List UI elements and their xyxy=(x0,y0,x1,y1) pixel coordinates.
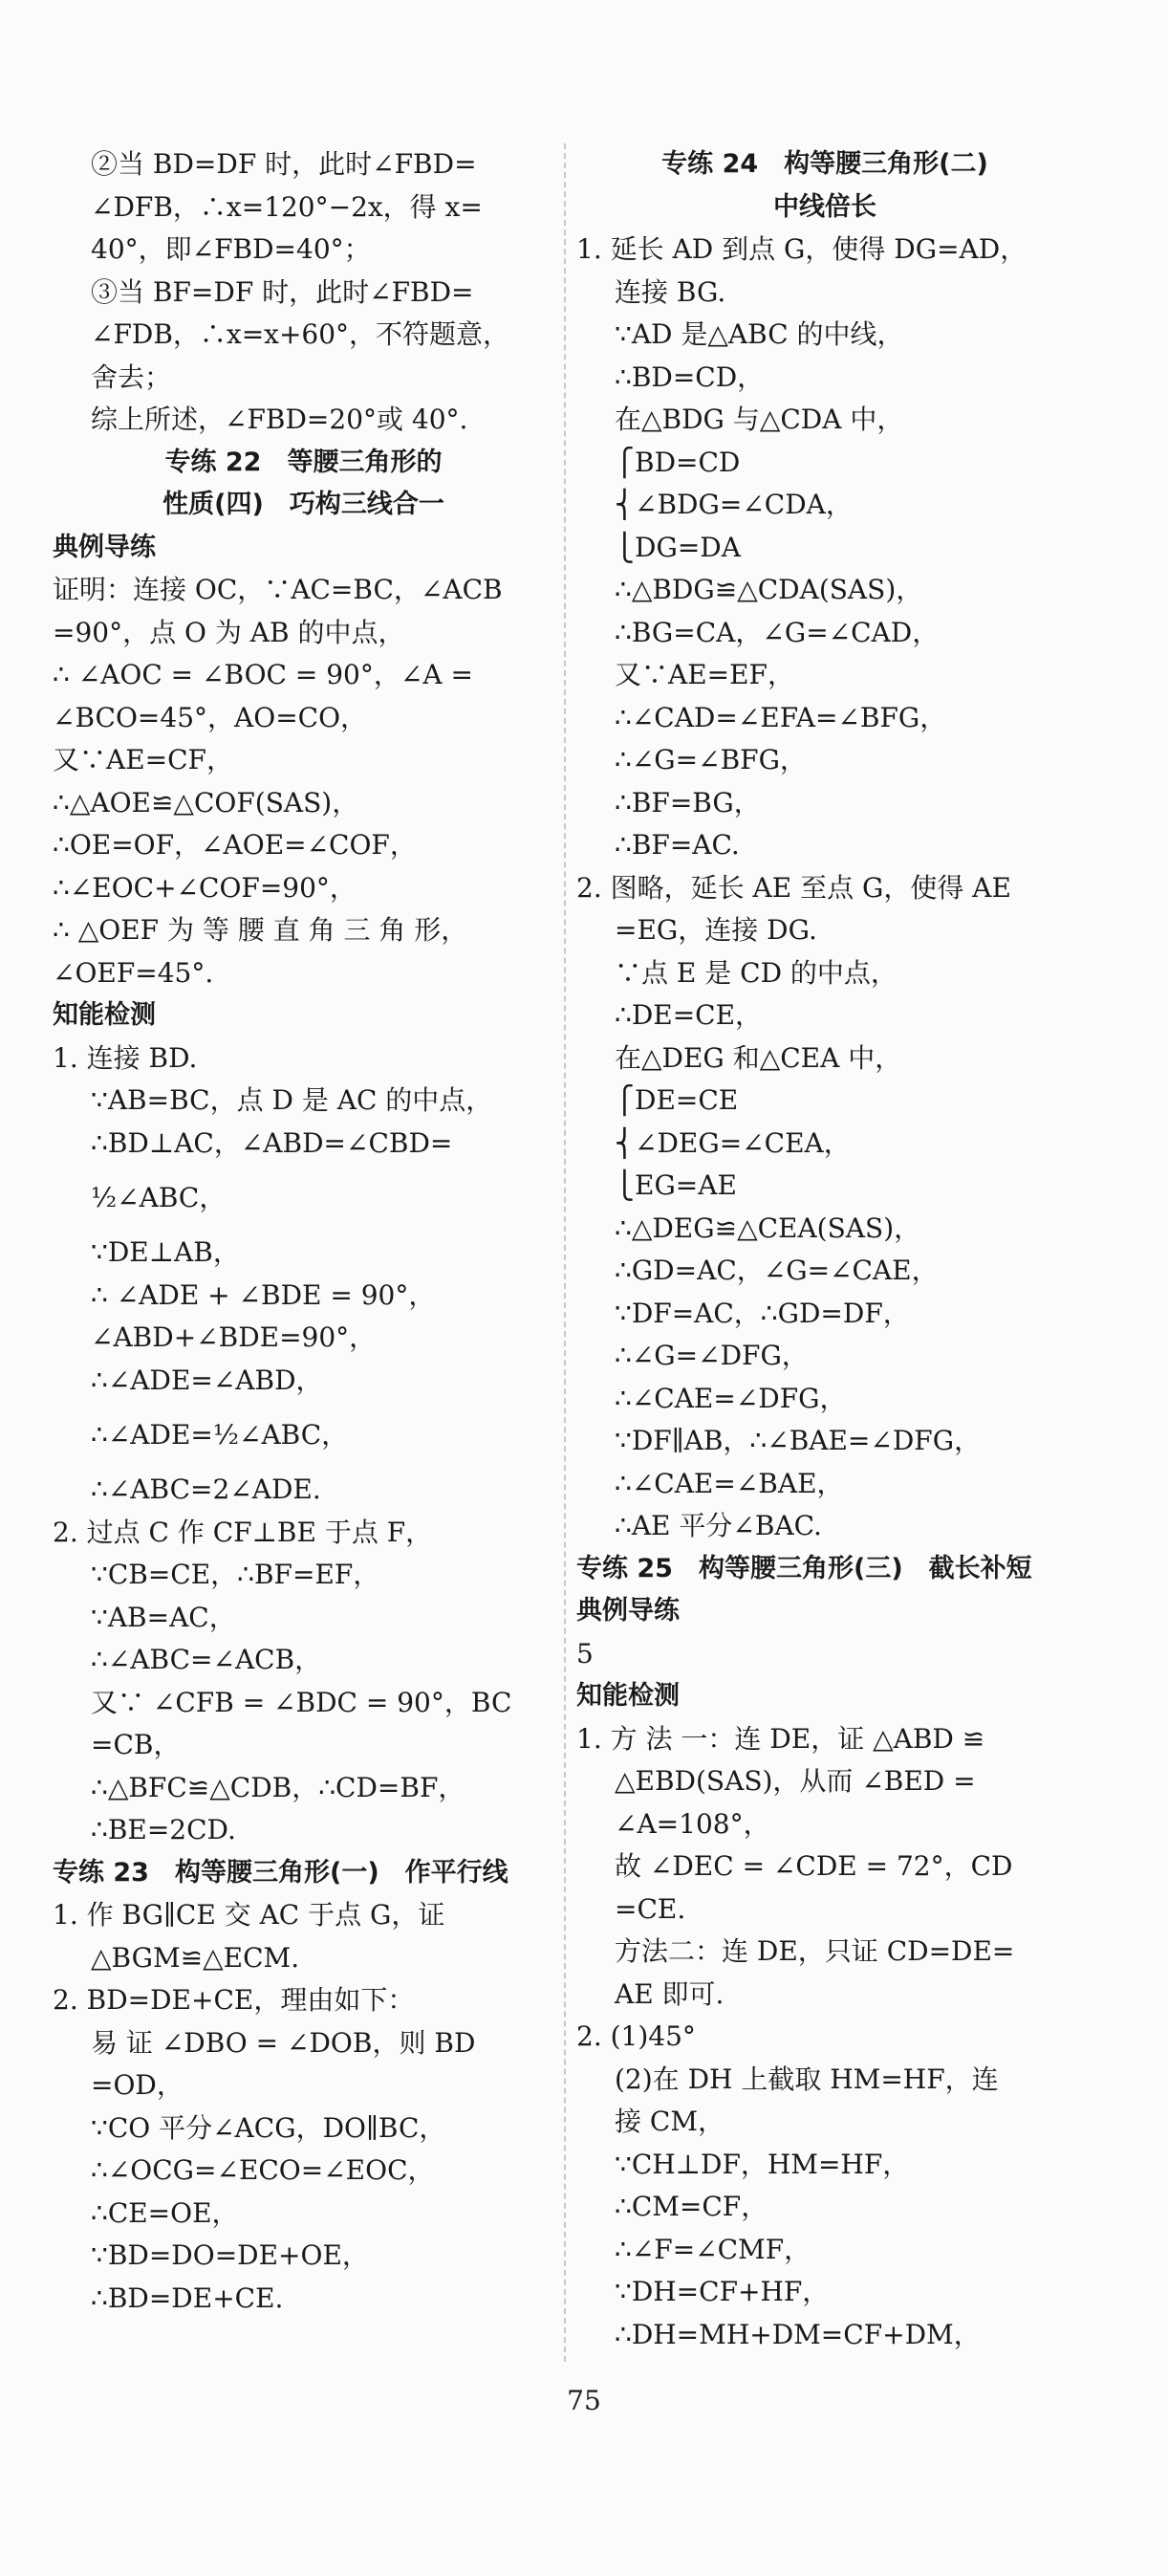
left-line: ∵BD=DO=DE+OE， xyxy=(91,2239,369,2271)
right-line: ∴BG=CA，∠G=∠CAD， xyxy=(615,616,940,648)
right-line: ∴BD=CD， xyxy=(615,360,765,393)
left-line: ②当 BD=DF 时，此时∠FBD= xyxy=(91,148,477,180)
right-line: ∴DE=CE， xyxy=(615,999,763,1031)
right-line: ∵AD 是△ABC 的中线， xyxy=(615,318,904,350)
left-line: ∵DE⊥AB， xyxy=(91,1236,240,1268)
left-line: 知能检测 xyxy=(53,1000,156,1030)
right-line: 典例导练 xyxy=(576,1596,680,1626)
right-line: ∵DH=CF+HF， xyxy=(615,2276,830,2307)
right-line: =EG，连接 DG. xyxy=(615,914,817,946)
right-line: ⎨∠BDG=∠CDA， xyxy=(615,489,853,520)
left-line: ∴△AOE≌△COF(SAS)， xyxy=(53,786,359,819)
left-line: =CB， xyxy=(91,1729,181,1760)
left-column xyxy=(53,143,554,2320)
right-line: ∴AE 平分∠BAC. xyxy=(615,1510,822,1541)
page-number: 75 xyxy=(567,2385,601,2416)
right-line: 2. 图略，延长 AE 至点 G，使得 AE xyxy=(576,871,1011,904)
right-line: ∴CM=CF， xyxy=(615,2191,768,2222)
left-line: ∵AB=BC，点 D 是 AC 的中点， xyxy=(91,1084,493,1116)
right-line: ⎩DG=DA xyxy=(615,531,741,563)
left-line: △BGM≌△ECM. xyxy=(91,1941,300,1974)
right-line: ∴∠G=∠DFG， xyxy=(615,1340,809,1371)
right-line: ⎨∠DEG=∠CEA， xyxy=(615,1126,851,1159)
right-line: 专练 25 构等腰三角形(三) 截长补短 xyxy=(576,1553,1032,1583)
left-line: ∵CB=CE，∴BF=EF， xyxy=(91,1559,380,1590)
left-line: ∴∠EOC+∠COF=90°， xyxy=(53,871,357,904)
right-line: ∴∠CAE=∠DFG， xyxy=(615,1382,847,1414)
left-line: 性质(四) 巧构三线合一 xyxy=(162,490,444,519)
right-line: ⎧DE=CE xyxy=(615,1084,739,1116)
left-line: 1. 连接 BD. xyxy=(53,1041,198,1074)
left-line: 2. 过点 C 作 CF⊥BE 于点 F， xyxy=(53,1516,433,1548)
right-line: ∵DF=AC，∴GD=DF， xyxy=(615,1297,910,1329)
right-line: 连接 BG. xyxy=(615,275,726,308)
right-line: ∵点 E 是 CD 的中点， xyxy=(615,956,898,989)
right-line: ⎩EG=AE xyxy=(615,1169,737,1201)
left-line: 又∵AE=CF， xyxy=(53,744,233,775)
right-line: AE 即可. xyxy=(615,1977,725,2010)
right-line: ∴△DEG≌△CEA(SAS)， xyxy=(615,1212,921,1244)
right-line: 1. 方 法 一：连 DE，证 △ABD ≌ xyxy=(576,1722,985,1755)
left-line: =90°，点 O 为 AB 的中点， xyxy=(53,616,405,648)
right-line: ∴DH=MH+DM=CF+DM， xyxy=(615,2318,981,2350)
left-line: ∴∠ABC=∠ACB， xyxy=(91,1644,322,1675)
left-line: ∠FDB，∴x=x+60°，不符题意， xyxy=(91,318,510,350)
right-column xyxy=(576,143,1073,2356)
right-line: 在△BDG 与△CDA 中， xyxy=(615,404,904,435)
left-line: ∵CO 平分∠ACG，DO∥BC， xyxy=(91,2111,446,2144)
left-line: 典例导练 xyxy=(53,532,156,562)
left-line: ∴ ∠ADE + ∠BDE = 90°， xyxy=(91,1278,436,1311)
right-line: ∴∠F=∠CMF， xyxy=(615,2233,811,2265)
left-line: 1. 作 BG∥CE 交 AC 于点 G，证 xyxy=(53,1899,445,1931)
left-line: 2. BD=DE+CE，理由如下： xyxy=(53,1984,415,2016)
right-line: 知能检测 xyxy=(576,1681,680,1711)
left-line: ∴∠ABC=2∠ADE. xyxy=(91,1474,321,1505)
left-line: ∴BD⊥AC，∠ABD=∠CBD= xyxy=(91,1126,453,1159)
left-line: ∵AB=AC， xyxy=(91,1601,236,1633)
right-line: ⎧BD=CD xyxy=(615,446,741,478)
right-line: 1. 延长 AD 到点 G，使得 DG=AD， xyxy=(576,233,1027,265)
right-line: △EBD(SAS)，从而 ∠BED = xyxy=(615,1765,976,1797)
right-line: ∴∠G=∠BFG， xyxy=(615,744,807,775)
right-line: ∵DF∥AB，∴∠BAE=∠DFG， xyxy=(615,1425,982,1456)
left-line: ∴OE=OF，∠AOE=∠COF， xyxy=(53,829,417,861)
right-line: ∵CH⊥DF，HM=HF， xyxy=(615,2148,910,2180)
right-line: ∴BF=BG， xyxy=(615,786,761,819)
left-line: 专练 23 构等腰三角形(一) 作平行线 xyxy=(53,1857,508,1888)
left-line: =OD， xyxy=(91,2069,184,2101)
right-line: 中线倍长 xyxy=(773,191,876,222)
column-divider xyxy=(564,143,566,2362)
right-line: ∴∠CAE=∠BAE， xyxy=(615,1467,844,1499)
right-line: =CE. xyxy=(615,1892,686,1925)
right-line: ∴△BDG≌△CDA(SAS)， xyxy=(615,574,923,605)
left-line: ∴∠OCG=∠ECO=∠EOC， xyxy=(91,2154,435,2186)
left-line: 易 证 ∠DBO = ∠DOB，则 BD xyxy=(91,2026,476,2059)
left-line: ∴BD=DE+CE. xyxy=(91,2281,284,2314)
right-line: 2. (1)45° xyxy=(576,2020,696,2052)
right-line: 5 xyxy=(576,1637,594,1670)
left-line: ∠OEF=45°. xyxy=(53,956,214,989)
left-line: 舍去； xyxy=(91,360,172,393)
right-line: 方法二：连 DE，只证 CD=DE= xyxy=(615,1935,1015,1967)
left-line: ∠DFB，∴x=120°−2x，得 x= xyxy=(91,190,483,223)
right-line: (2)在 DH 上截取 HM=HF，连 xyxy=(615,2063,999,2095)
left-line: ③当 BF=DF 时，此时∠FBD= xyxy=(91,275,474,308)
left-line: 综上所述，∠FBD=20°或 40°. xyxy=(91,404,468,435)
right-line: 专练 24 构等腰三角形(二) xyxy=(661,149,988,179)
right-line: 故 ∠DEC = ∠CDE = 72°，CD xyxy=(615,1850,1013,1882)
left-line: ½∠ABC， xyxy=(91,1182,227,1213)
left-line: ∴CE=OE， xyxy=(91,2196,239,2229)
left-line: ∴∠ADE=∠ABD， xyxy=(91,1364,323,1396)
left-line: 证明：连接 OC，∵AC=BC，∠ACB xyxy=(53,574,503,605)
right-line: ∴∠CAD=∠EFA=∠BFG， xyxy=(615,701,947,733)
right-line: ∴GD=AC，∠G=∠CAE， xyxy=(615,1255,939,1286)
left-line: ∴BE=2CD. xyxy=(91,1814,236,1845)
left-line: ∴ △OEF 为 等 腰 直 角 三 角 形， xyxy=(53,914,468,946)
left-line: ∴ ∠AOC = ∠BOC = 90°，∠A = xyxy=(53,659,473,690)
right-line: 接 CM， xyxy=(615,2106,725,2137)
left-line: 又∵ ∠CFB = ∠BDC = 90°，BC xyxy=(91,1686,512,1718)
left-line: ∠ABD+∠BDE=90°， xyxy=(91,1321,377,1353)
right-line: ∠A=108°， xyxy=(615,1807,770,1840)
right-line: 在△DEG 和△CEA 中， xyxy=(615,1041,902,1074)
right-line: ∴BF=AC. xyxy=(615,829,740,861)
left-line: ∴△BFC≌△CDB，∴CD=BF， xyxy=(91,1771,465,1803)
left-line: ∠BCO=45°，AO=CO， xyxy=(53,701,368,733)
left-line: 40°，即∠FBD=40°； xyxy=(91,233,371,265)
left-line: ∴∠ADE=½∠ABC， xyxy=(91,1419,349,1451)
right-line: 又∵AE=EF， xyxy=(615,659,794,690)
left-line: 专练 22 等腰三角形的 xyxy=(164,447,443,477)
